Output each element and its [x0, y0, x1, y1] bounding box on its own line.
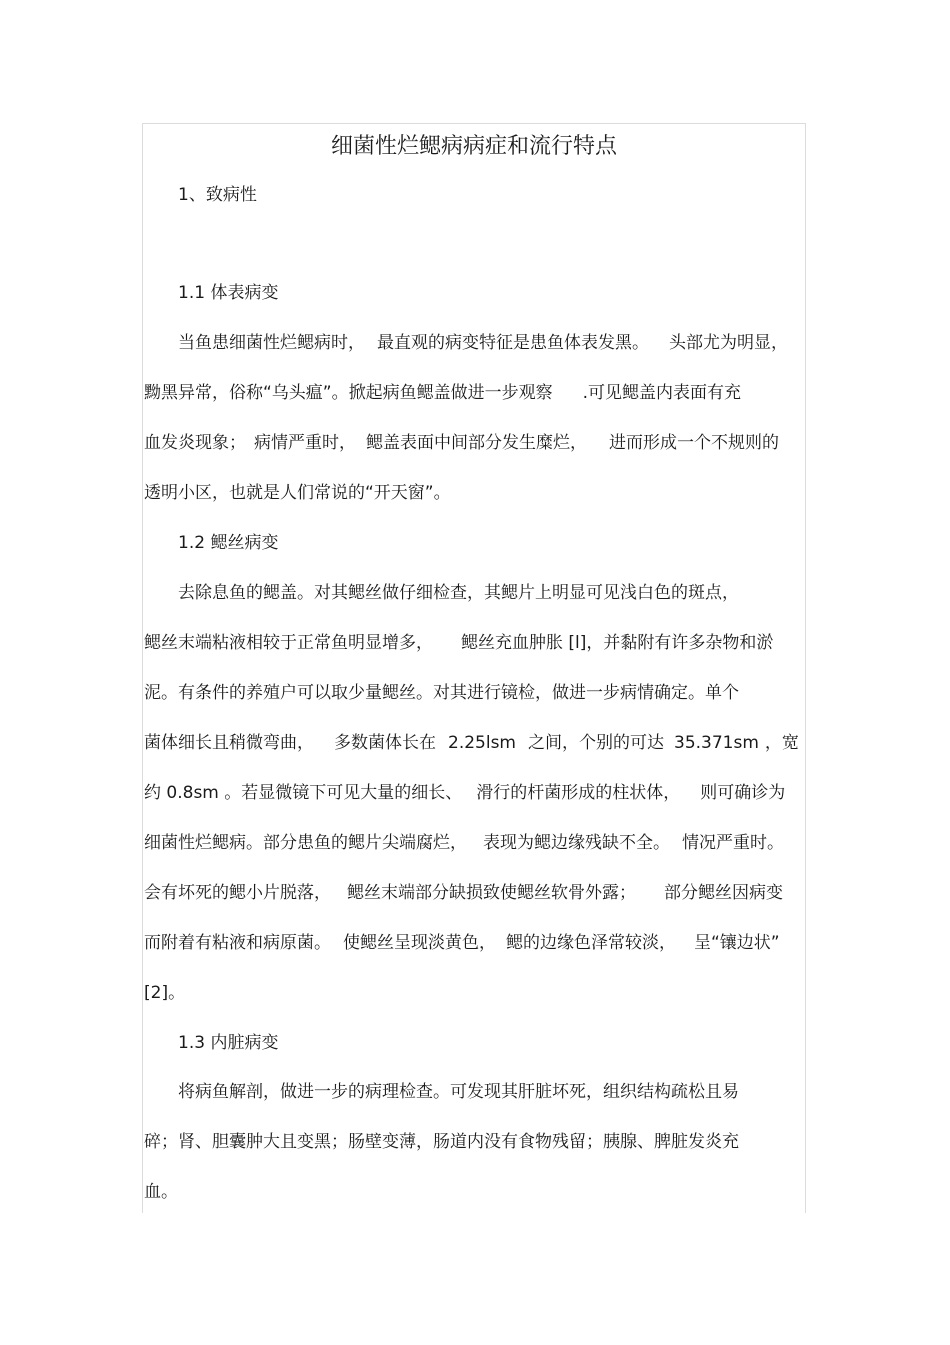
- paragraph-line: 去除息鱼的鳃盖。对其鳃丝做仔细检查，其鳃片上明显可见浅白色的斑点，: [178, 583, 739, 603]
- text-run: 最直观的病变特征是患鱼体表发黑。: [377, 333, 649, 353]
- paragraph-line: 将病鱼解剖，做进一步的病理检查。可发现其肝脏坏死，组织结构疏松且易: [178, 1082, 739, 1102]
- text-run: 滑行的杆菌形成的柱状体，: [476, 783, 681, 803]
- paragraph-line: 泥。有条件的养殖户可以取少量鳃丝。对其进行镜检，做进一步病情确定。单个: [144, 683, 739, 703]
- paragraph-line: 血。: [144, 1182, 178, 1202]
- text-run: 鳃丝充血肿胀 [l]，并黏附有许多杂物和淤: [461, 633, 774, 653]
- paragraph-line: [144, 431, 779, 455]
- paragraph-line: [2]。: [144, 983, 186, 1003]
- text-run: 进而形成一个不规则的: [609, 433, 779, 453]
- subsection-heading: 1.3 内脏病变: [178, 1033, 279, 1053]
- text-run: 细菌性烂鳃病。部分患鱼的鳃片尖端腐烂，: [144, 833, 467, 853]
- text-run: 而附着有粘液和病原菌。: [144, 933, 331, 953]
- text-run: 呈“镶边状”: [694, 933, 780, 953]
- text-run: 黝黑异常，俗称“乌头瘟”。掀起病鱼鳃盖做进一步观察: [144, 383, 553, 403]
- text-run: 菌体细长且稍微弯曲，: [144, 733, 314, 753]
- paragraph-line: [178, 331, 788, 355]
- text-run: 约 0.8sm 。若显微镜下可见大量的细长、: [144, 783, 463, 803]
- text-run: 情况严重时。: [682, 833, 784, 853]
- text-run: 则可确诊为: [700, 783, 786, 803]
- text-run: 使鳃丝呈现淡黄色，: [343, 933, 496, 953]
- text-run: 部分鳃丝因病变: [664, 883, 783, 903]
- text-run: 2.25lsm: [448, 733, 516, 753]
- paragraph-line: [144, 881, 783, 905]
- paragraph-line: [144, 931, 780, 955]
- paragraph-line: [144, 731, 799, 755]
- text-run: 当鱼患细菌性烂鳃病时，: [178, 333, 365, 353]
- paragraph-line: [144, 781, 785, 805]
- text-run: 鳃丝末端部分缺损致使鳃丝软骨外露；: [347, 883, 636, 903]
- text-run: ，宽: [764, 733, 799, 753]
- text-run: 之间，个别的可达: [528, 733, 664, 753]
- paragraph-line: 碎；肾、胆囊肿大且变黑；肠壁变薄，肠道内没有食物残留；胰腺、脾脏发炎充: [144, 1132, 739, 1152]
- text-run: 鳃盖表面中间部分发生糜烂，: [366, 433, 587, 453]
- text-run: 会有坏死的鳃小片脱落，: [144, 883, 331, 903]
- text-run: 表现为鳃边缘残缺不全。: [483, 833, 670, 853]
- text-run: 35.371sm: [674, 733, 759, 753]
- section-heading: 1、致病性: [178, 185, 257, 205]
- paragraph-line: [144, 381, 741, 405]
- paragraph-line: [144, 631, 773, 655]
- text-run: 头部尤为明显，: [669, 333, 788, 353]
- paragraph-line: 透明小区，也就是人们常说的“开天窗”。: [144, 483, 451, 503]
- text-run: 病情严重时，: [254, 433, 356, 453]
- text-run: 鳃丝末端粘液相较于正常鱼明显增多，: [144, 633, 433, 653]
- text-run: .可见鳃盖内表面有充: [582, 383, 742, 403]
- paragraph-line: [144, 831, 784, 855]
- text-run: 多数菌体长在: [334, 733, 436, 753]
- document-title: 细菌性烂鳃病病症和流行特点: [330, 134, 617, 159]
- text-run: 鳃的边缘色泽常较淡，: [506, 933, 676, 953]
- text-run: 血发炎现象；: [144, 433, 246, 453]
- subsection-heading: 1.1 体表病变: [178, 283, 279, 303]
- subsection-heading: 1.2 鳃丝病变: [178, 533, 279, 553]
